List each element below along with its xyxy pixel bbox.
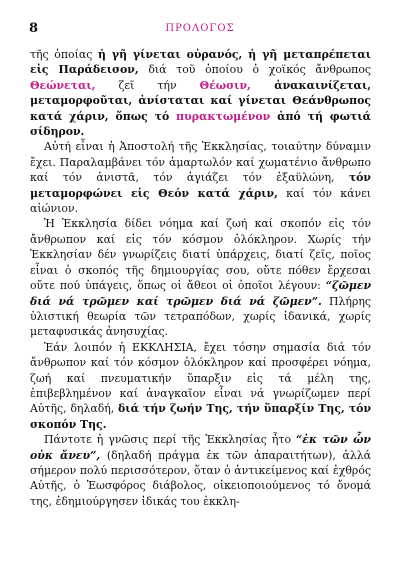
text-run: Πάντοτε ἡ γνῶσις περί τῆς Ἐκκλησίας ἦτο [44, 433, 297, 447]
emphasis-magenta: Θεώνεται, [30, 78, 96, 92]
paragraph-2 [30, 139, 371, 216]
page-number: 8 [29, 21, 39, 36]
text-run: ζεῖ τήν [95, 78, 200, 92]
text-run: (δηλαδή πράγμα ἐκ τῶν ἀπαραιτήτων), ἀλλά σήμερον πολύ περισσότερον, ὅταν ὁ ἀντικείμενος καί ἐχθρός Αὐτῆς, ὁ Ἑωσφόρος διάβολος, οἰκειοποιούμενος τό ὄνομά της, ἐδημιούργησεν ἰδικάς του ἐκκλη- [30, 448, 371, 508]
paragraph-4 [30, 340, 371, 432]
text-run: Ἐάν λοιπόν ἡ ΕΚΚΛΗΣΙΑ, ἔχει τόσην σημασία διά τόν ἄνθρωπον καί τόν κόσμον ὁλόκληρον καί προσφέρει νόημα, ζωή καί πνευματικήν ὕπαρξιν εἰς τά μέλη της, ἐπιβεβλημένον καί ἀναγκαῖον εἶναι νά γνωρίζωμεν περί Αὐτῆς, δηλαδή, [30, 340, 371, 416]
running-head: ΠΡΟΛΟΓΟΣ [165, 23, 235, 34]
body-text [30, 47, 371, 509]
text-run: καί τόν κάνει αἰώνιον. [30, 186, 371, 216]
text-run: Πλήρης ὑλιστική θεωρία τῶν τετραπόδων, χωρίς ἰδανικά, χωρίς μεταφυσικάς ἀνησυχίας. [30, 294, 371, 339]
emphasis-magenta: Θέωσιν, [199, 78, 251, 92]
text-run: Αὐτή εἶναι ἡ Ἀποστολή τῆς Ἐκκλησίας, τοιαύτην δύναμιν ἔχει. Παραλαμβάνει τόν ἁμαρτωλόν καί χωματένιο ἄνθρωπο καί τόν ἀνιστᾶ, τόν ἁγιάζει τόν ἐξαϋλώνη, [30, 140, 371, 185]
text-run: διά τοῦ ὁποίου ὁ χοϊκός ἄνθρωπος [138, 63, 371, 77]
emphasis-bold: ἡ γῆ γίνεται οὐρανός, ἡ γῆ μεταπρέπεται εἰς Παράδεισον, [30, 48, 371, 77]
emphasis-bold: ἀπό τή φωτιά σίδηρον. [30, 109, 371, 139]
text-run: τῆς ὁποίας [30, 48, 98, 61]
paragraph-5 [30, 432, 371, 509]
emphasis-bold: διά τήν ζωήν Της, τήν ὕπαρξίν Της, τόν σκοπόν Της. [30, 402, 372, 431]
paragraph-1 [30, 47, 371, 139]
emphasis-bold: τόν μεταμορφώνει εἰς Θεόν κατά χάριν, [30, 171, 371, 200]
text-run: Ἡ Ἐκκλησία δίδει νόημα καί ζωή καί σκοπόν εἰς τόν ἄνθρωπον καί εἰς τόν κόσμον ὁλόκληρον. Χωρίς τήν Ἐκκλησίαν δέν γνωρίζεις διατί ὑπάρχεις, διατί ζεῖς, ποῖος εἶναι ὁ σκοπός τῆς δημιουργίας σου, οὔτε πόθεν ἔρχεσαι οὔτε πού ὑπάγεις, ὅπως οἱ ἄθεοι οἱ ὁποῖοι λέγουν: [30, 217, 371, 293]
emphasis-magenta: πυρακτωμένον [176, 109, 271, 123]
paragraph-3 [30, 216, 371, 339]
emphasis-bold: ἀνακαινίζεται, μεταμορφοῦται, ἀνίσταται καί γίνεται Θεάνθρωπος κατά χάριν, ὅπως τό [30, 78, 372, 123]
quote-bold-italic: “ἐκ τῶν ὧν οὐκ ἄνευ”, [30, 433, 371, 462]
quote-bold-italic: “ζῶμεν διά νά τρῶμεν καί τρῶμεν διά νά ζῶμεν”. [30, 279, 371, 308]
